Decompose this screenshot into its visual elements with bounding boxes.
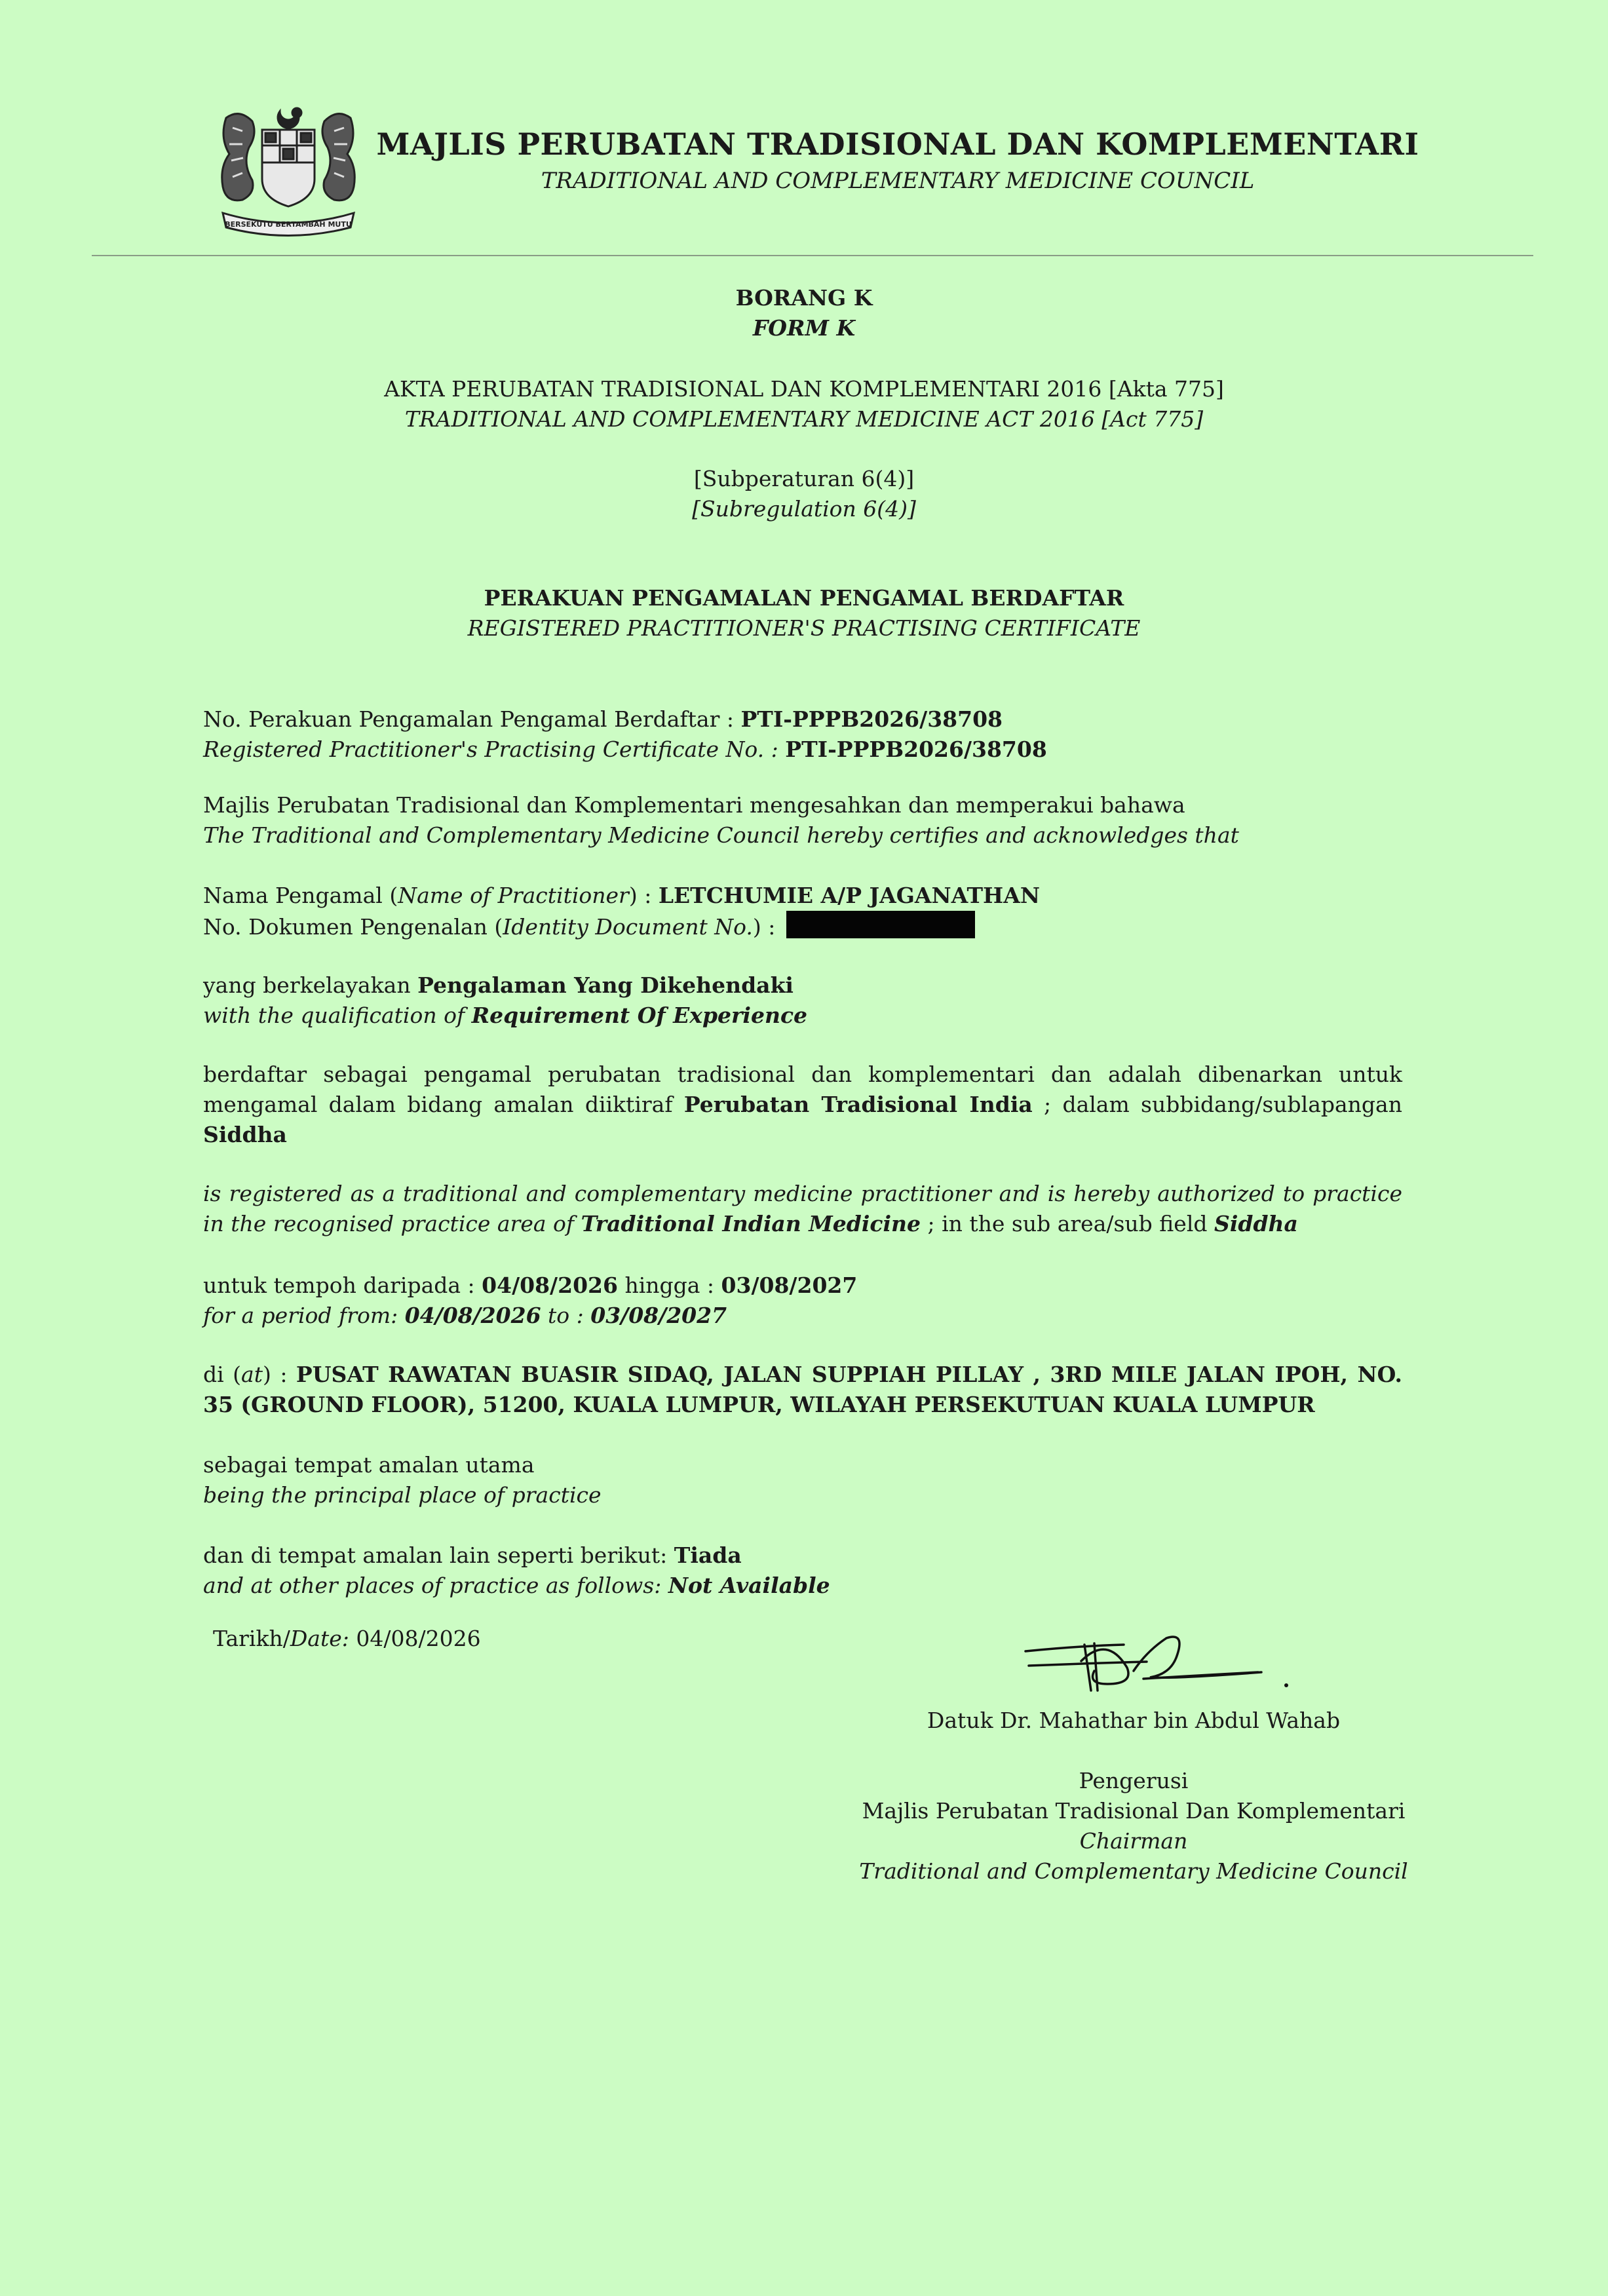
other-places-en: and at other places of practice as follows: Not Available [203, 1573, 830, 1598]
signatory-name: Datuk Dr. Mahathar bin Abdul Wahab [927, 1708, 1341, 1733]
practitioner-name: LETCHUMIE A/P JAGANATHAN [658, 883, 1040, 908]
practitioner-name-row: Nama Pengamal (Name of Practitioner) : LETCHUMIE A/P JAGANATHAN [203, 883, 1040, 908]
cert-no-value: PTI-PPPB2026/38708 [740, 706, 1003, 732]
redacted-id-block [786, 911, 975, 938]
crest-motto: BERSEKUTU BERTAMBAH MUTU [225, 220, 352, 229]
signatory-title-en: Chairman [1079, 1828, 1188, 1854]
org-name-ms: MAJLIS PERUBATAN TRADISIONAL DAN KOMPLEMENTARI [376, 126, 1419, 162]
qualification-en: with the qualification of Requirement Of Experience [203, 1003, 808, 1028]
form-title-ms: BORANG K [735, 285, 873, 311]
principal-ms: sebagai tempat amalan utama [203, 1452, 535, 1478]
signatory-title-ms: Pengerusi [1079, 1768, 1189, 1793]
certify-en: The Traditional and Complementary Medicine Council hereby certifies and acknowledges that [203, 822, 1239, 848]
registration-ms: berdaftar sebagai pengamal perubatan tradisional dan komplementari dan adalah dibenarkan untuk mengamal dalam bidang amalan diiktiraf Perubatan Tradisional India ; dalam subbidang/sublapangan Siddha [203, 1062, 1402, 1147]
regulation-en: [Subregulation 6(4)] [692, 496, 916, 522]
practice-address: di (at) : PUSAT RAWATAN BUASIR SIDAQ, JALAN SUPPIAH PILLAY , 3RD MILE JALAN IPOH, NO. 35 (GROUND FLOOR), 51200, KUALA LUMPUR, WILAYAH PERSEKUTUAN KUALA LUMPUR [203, 1362, 1402, 1417]
registration-en: is registered as a traditional and complementary medicine practitioner and is hereby authorized to practice in the recognised practice area of Traditional Indian Medicine ; in the sub area/sub field Siddha [203, 1181, 1402, 1236]
coat-of-arms-logo [206, 98, 370, 242]
signature-image [1019, 1625, 1294, 1704]
cert-no-ms: No. Perakuan Pengamalan Pengamal Berdaftar : PTI-PPPB2026/38708 [203, 706, 1003, 732]
address-value: PUSAT RAWATAN BUASIR SIDAQ, JALAN SUPPIAH PILLAY , 3RD MILE JALAN IPOH, NO. 35 (GROUND FLOOR), 51200, KUALA LUMPUR, WILAYAH PERSEKUTUAN KUALA LUMPUR [203, 1362, 1402, 1417]
cert-no-en: Registered Practitioner's Practising Certificate No. : PTI-PPPB2026/38708 [203, 737, 1047, 762]
act-en: TRADITIONAL AND COMPLEMENTARY MEDICINE ACT 2016 [Act 775] [404, 406, 1204, 432]
period-en: for a period from: 04/08/2026 to : 03/08/2027 [203, 1303, 727, 1328]
signatory-org-ms: Majlis Perubatan Tradisional Dan Komplementari [862, 1798, 1406, 1824]
certify-ms: Majlis Perubatan Tradisional dan Komplementari mengesahkan dan memperakui bahawa [203, 792, 1185, 818]
signatory-org-en: Traditional and Complementary Medicine Council [859, 1858, 1408, 1884]
other-places-ms: dan di tempat amalan lain seperti berikut: Tiada [203, 1542, 742, 1568]
identity-document-row: No. Dokumen Pengenalan (Identity Document No.) : [203, 911, 1402, 942]
header-divider [92, 255, 1533, 256]
qualification-ms: yang berkelayakan Pengalaman Yang Dikehendaki [203, 972, 794, 998]
issue-date: Tarikh/Date: 04/08/2026 [213, 1626, 481, 1651]
certificate-title-en: REGISTERED PRACTITIONER'S PRACTISING CERTIFICATE [467, 615, 1141, 641]
cert-no-value-en: PTI-PPPB2026/38708 [785, 737, 1047, 762]
principal-en: being the principal place of practice [203, 1482, 602, 1508]
regulation-ms: [Subperaturan 6(4)] [693, 466, 915, 491]
form-title-en: FORM K [752, 315, 856, 341]
certificate-title-ms: PERAKUAN PENGAMALAN PENGAMAL BERDAFTAR [484, 585, 1124, 611]
period-ms: untuk tempoh daripada : 04/08/2026 hingga : 03/08/2027 [203, 1272, 858, 1298]
org-name-en: TRADITIONAL AND COMPLEMENTARY MEDICINE COUNCIL [541, 168, 1255, 194]
act-ms: AKTA PERUBATAN TRADISIONAL DAN KOMPLEMENTARI 2016 [Akta 775] [384, 376, 1224, 402]
